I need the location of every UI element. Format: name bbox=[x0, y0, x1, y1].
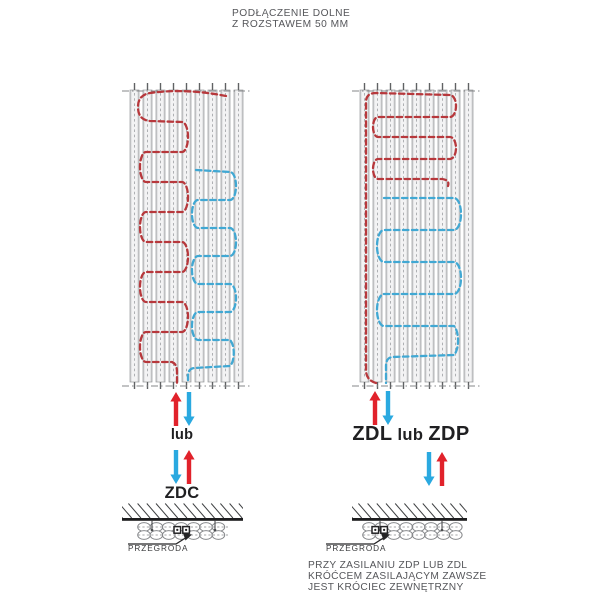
note-line2: KRÓĆCEM ZASILAJĄCYM ZAWSZE bbox=[308, 570, 487, 582]
page-title-line1: PODŁĄCZENIE DOLNE bbox=[232, 8, 351, 19]
note-line1: PRZY ZASILANIU ZDP LUB ZDL bbox=[308, 560, 468, 571]
left-connection-arrows-top bbox=[170, 392, 195, 426]
return-arrow-down-icon bbox=[382, 391, 394, 425]
zdp-text: ZDP bbox=[428, 423, 470, 445]
return-arrow-down-icon bbox=[170, 450, 182, 484]
supply-arrow-up-icon bbox=[369, 391, 381, 425]
return-arrow-down-icon bbox=[423, 452, 435, 486]
zdl-text: ZDL bbox=[352, 423, 393, 445]
note-line3: JEST KRÓCIEC ZEWNĘTRZNY bbox=[308, 581, 464, 593]
page-title-line2: Z ROZSTAWEM 50 MM bbox=[232, 18, 349, 30]
radiator-left bbox=[130, 80, 243, 395]
or-label: lub bbox=[170, 427, 194, 443]
page-title bbox=[232, 9, 350, 30]
supply-arrow-up-icon bbox=[183, 450, 195, 484]
partition-label: PRZEGRODA bbox=[128, 544, 189, 553]
return-arrow-down-icon bbox=[183, 392, 195, 426]
right-connection-arrows-bottom bbox=[423, 452, 448, 486]
zdl-zdp-label bbox=[336, 423, 486, 446]
supply-arrow-up-icon bbox=[436, 452, 448, 486]
or-text: lub bbox=[397, 426, 424, 444]
left-connection-arrows-bottom bbox=[170, 450, 195, 484]
radiator-right bbox=[360, 80, 473, 395]
right-connection-arrows-top bbox=[369, 391, 394, 425]
note-text bbox=[308, 561, 487, 594]
zdc-label: ZDC bbox=[164, 484, 200, 502]
partition-label: PRZEGRODA bbox=[326, 544, 387, 553]
supply-arrow-up-icon bbox=[170, 392, 182, 426]
